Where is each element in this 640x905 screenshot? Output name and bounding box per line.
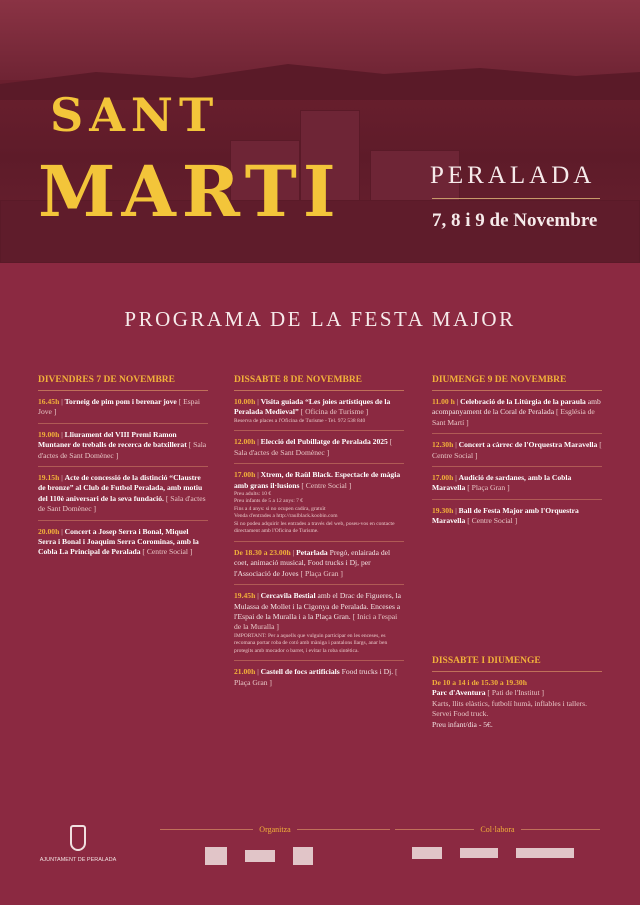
collaborator-logo	[460, 848, 498, 858]
event-venue: [ Pati de l'Institut ]	[487, 688, 545, 698]
organizer-logos	[205, 847, 313, 865]
event-time: 21.00h	[234, 667, 256, 677]
collabora-label: Col·labora	[480, 825, 515, 834]
event-title: Xtrem, de Raül Black. Espectacle de màgia amb grans il·lusions	[234, 470, 401, 490]
day-heading: DISSABTE 8 DE NOVEMBRE	[234, 375, 404, 391]
town-name: PERALADA	[430, 162, 596, 189]
event-price: Preu infant/dia - 5€.	[432, 719, 493, 729]
event-venue: [ Centre Social ]	[301, 480, 352, 490]
event-title: Audició de sardanes, amb la Cobla Maravella	[432, 473, 572, 493]
collaborator-logo	[412, 847, 442, 859]
event: 10.00h | Visita guiada “Les joies artístiques de la Peralada Medieval” [ Oficina de Turisme ] Reserva de places a l'Oficina de Turisme - Tel. 972 538 840	[234, 397, 404, 431]
event	[432, 678, 602, 735]
event-time: 16.45h	[38, 397, 60, 406]
organitza-group	[160, 825, 390, 834]
event-time: 17.00h	[432, 473, 454, 483]
event: 19.00h | Lliurament del VIII Premi Ramon Muntaner de treballs de recerca de batxillerat [ Sala d'actes de Sant Domènec ]	[38, 430, 208, 467]
organizer-logo	[245, 850, 275, 862]
logo-marti: MARTI	[38, 150, 342, 233]
hero-photo	[0, 0, 640, 263]
event: 19.30h | Ball de Festa Major amb l'Orquestra Maravella [ Centre Social ]	[432, 505, 579, 526]
event-title: Acte de concessió de la distinció “Claustre de bronze” al Club de Futbol Peralada, amb motiu del 110è aniversari de la seva fundació.	[38, 473, 203, 503]
organizer-logo	[293, 847, 313, 865]
day-column	[234, 375, 404, 699]
event: 11.00 h | Celebració de la Litúrgia de la paraula amb acompanyament de la Coral de Peralada [ Església de Sant Martí ]	[432, 397, 602, 434]
event-venue: [ Plaça Gran ]	[234, 667, 398, 687]
event-desc: Karts, llits elàstics, futbolí humà, inflables i tallers. Servei Food truck.	[432, 698, 588, 719]
collaborator-logos	[412, 847, 574, 859]
event-venue: [ Sala d'actes de Sant Domènec ]	[38, 440, 207, 460]
day-heading: DIVENDRES 7 DE NOVEMBRE	[38, 375, 208, 391]
event-time: 19.30h	[432, 505, 454, 515]
event-venue: [ Plaça Gran ]	[467, 483, 510, 493]
event-time: De 10 a 14 i de 15.30 a 19.30h	[432, 678, 527, 687]
event: 19.45h | Cercavila Bestial amb el Drac de Figueres, la Mulassa de Mollet i la Cigonya de Peralada. Enceses a l'Espai de la Muralla i a la Plaça Gran. [ Inici a l'espai de la Muralla ] IMPORTANT: Per a aquells que vulguin participar en les enceses, es recomana portar roba de cotó amb màniga i pantalons llargs, anar ben protegits amb mocador o barret, i evitar la roba sintètica.	[234, 591, 404, 661]
event: 17.00h | Audició de sardanes, amb la Cobla Maravella [ Plaça Gran ]	[432, 473, 602, 500]
event-time: 10.00h	[234, 397, 256, 406]
logo-sant: SANT	[50, 88, 220, 142]
event-title: Castell de focs artificials	[260, 667, 340, 677]
day-heading: DIUMENGE 9 DE NOVEMBRE	[432, 375, 602, 391]
event-time: 11.00 h	[432, 397, 455, 406]
event-title: Torneig de pim pom i berenar jove	[64, 397, 177, 406]
event-desc: amb el Drac de Figueres, la Mulassa de Mollet i la Cigonya de Peralada. Enceses a l'Espai de la Muralla i a la Plaça Gran.	[234, 591, 401, 621]
event-title: Petarlada	[296, 547, 328, 557]
day-column	[432, 375, 602, 538]
event-desc: amb acompanyament de la Coral de Peralada	[432, 397, 601, 417]
event-desc: Food trucks i Dj.	[341, 667, 394, 677]
event-note: Preu adults: 10 €	[234, 490, 272, 497]
event-time: 19.45h	[234, 591, 256, 601]
collaborator-logo	[516, 848, 574, 858]
crest-icon	[70, 825, 86, 851]
ajuntament-logo	[38, 825, 118, 863]
footer	[0, 825, 640, 885]
collabora-group	[395, 825, 600, 834]
event-time: 12.30h	[432, 440, 454, 450]
event-time: 19.15h	[38, 473, 60, 483]
event-venue: [ Sala d'actes de Sant Domènec ]	[38, 493, 206, 514]
event-note: Preu infants de 5 a 12 anys: 7 €	[234, 498, 304, 505]
event-venue: [ Sala d'actes de Sant Domènec ]	[234, 437, 393, 457]
event-note: Reserva de places a l'Oficina de Turisme - Tel. 972 538 840	[234, 417, 366, 424]
event-time: De 18.30 a 23.00h	[234, 547, 291, 557]
event: 16.45h | Torneig de pim pom i berenar jove [ Espai Jove ]	[38, 397, 208, 424]
event-title: Celebració de la Litúrgia de la paraula	[460, 397, 586, 406]
event-venue: [ Plaça Gran ]	[300, 568, 343, 578]
event: De 18.30 a 23.00h | Petarlada Pregó, enlairada del coet, animació musical, Food trucks i Dj, per l'Associació de Joves [ Plaça Gran ]	[234, 548, 404, 585]
program-title: PROGRAMA DE LA FESTA MAJOR	[124, 307, 516, 331]
event: 20.00h | Concert a Josep Serra i Bonal, Miquel Serra i Bonal i Joaquim Serra Corominas, amb la Cobla La Principal de Peralada [ Centre Social ]	[38, 526, 199, 557]
event: 17.00h | Xtrem, de Raül Black. Espectacle de màgia amb grans il·lusions [ Centre Social ] Preu adults: 10 € Preu infants de 5 a 12 anys: 7 € Fins a 4 anys: si no ocupen cadira, gratuït Venda d'entrades a http://raulblack.koobin.com Si no podeu adquirir les entrades a través del web, poseu-vos en contacte directament amb l'Oficina de Turisme.	[234, 470, 404, 542]
event-note: Si no podeu adquirir les entrades a través del web, poseu-vos en contacte directament amb l'Oficina de Turisme.	[234, 520, 395, 535]
event-venue: [ Espai Jove ]	[38, 397, 200, 417]
event-title: Elecció del Pubillatge de Peralada 2025	[260, 437, 388, 447]
day-column	[38, 375, 208, 569]
event-desc: Pregó, enlairada del coet, animació musical, Food trucks i Dj, per l'Associació de Joves	[234, 547, 391, 578]
event-title: Lliurament del VIII Premi Ramon Muntaner de treballs de recerca de batxillerat	[38, 429, 187, 450]
event-venue: [ Oficina de Turisme ]	[300, 407, 369, 417]
organitza-label: Organitza	[259, 825, 291, 834]
event-note: Venda d'entrades a http://raulblack.koobin.com	[234, 513, 338, 520]
event-venue: [ Església de Sant Martí ]	[432, 407, 595, 427]
festival-dates: 7, 8 i 9 de Novembre	[432, 210, 598, 231]
event-title: Concert a Josep Serra i Bonal, Miquel Serra i Bonal i Joaquim Serra Corominas, amb la Cobla La Principal de Peralada	[38, 526, 199, 557]
event-note: Fins a 4 anys: si no ocupen cadira, gratuït	[234, 505, 326, 512]
organizer-logo	[205, 847, 227, 865]
day-heading: DISSABTE I DIUMENGE	[432, 656, 602, 672]
ajuntament-name: AJUNTAMENT DE PERALADA	[39, 857, 117, 863]
event-title: Visita guiada “Les joies artístiques de la Peralada Medieval”	[234, 397, 391, 417]
event-venue: [ Centre Social ]	[432, 440, 602, 460]
event-title: Parc d'Aventura	[432, 688, 486, 698]
event-title: Ball de Festa Major amb l'Orquestra Maravella	[432, 505, 579, 526]
event: 21.00h | Castell de focs artificials Food trucks i Dj. [ Plaça Gran ]	[234, 667, 398, 687]
event-time: 12.00h	[234, 437, 256, 447]
divider	[432, 198, 600, 199]
event-title: Concert a càrrec de l'Orquestra Maravella	[458, 440, 598, 450]
event-note: IMPORTANT: Per a aquells que vulguin participar en les enceses, es recomana portar roba de cotó amb màniga i pantalons llargs, anar ben protegits amb mocador o barret, i evitar la roba sintètica.	[234, 632, 388, 654]
event-venue: [ Centre Social ]	[467, 516, 518, 526]
event-time: 20.00h	[38, 526, 60, 536]
event-venue: [ Centre Social ]	[142, 547, 193, 557]
event: 12.00h | Elecció del Pubillatge de Peralada 2025 [ Sala d'actes de Sant Domènec ]	[234, 437, 404, 464]
event: 12.30h | Concert a càrrec de l'Orquestra Maravella [ Centre Social ]	[432, 440, 602, 467]
event: 19.15h | Acte de concessió de la distinció “Claustre de bronze” al Club de Futbol Peralada, amb motiu del 110è aniversari de la seva fundació. [ Sala d'actes de Sant Domènec ]	[38, 473, 208, 521]
event-time: 19.00h	[38, 429, 60, 439]
event-title: Cercavila Bestial	[260, 591, 316, 601]
event-venue: [ Inici a l'espai de la Muralla ]	[234, 611, 398, 632]
weekend-section	[432, 656, 602, 741]
event-time: 17.00h	[234, 470, 256, 480]
